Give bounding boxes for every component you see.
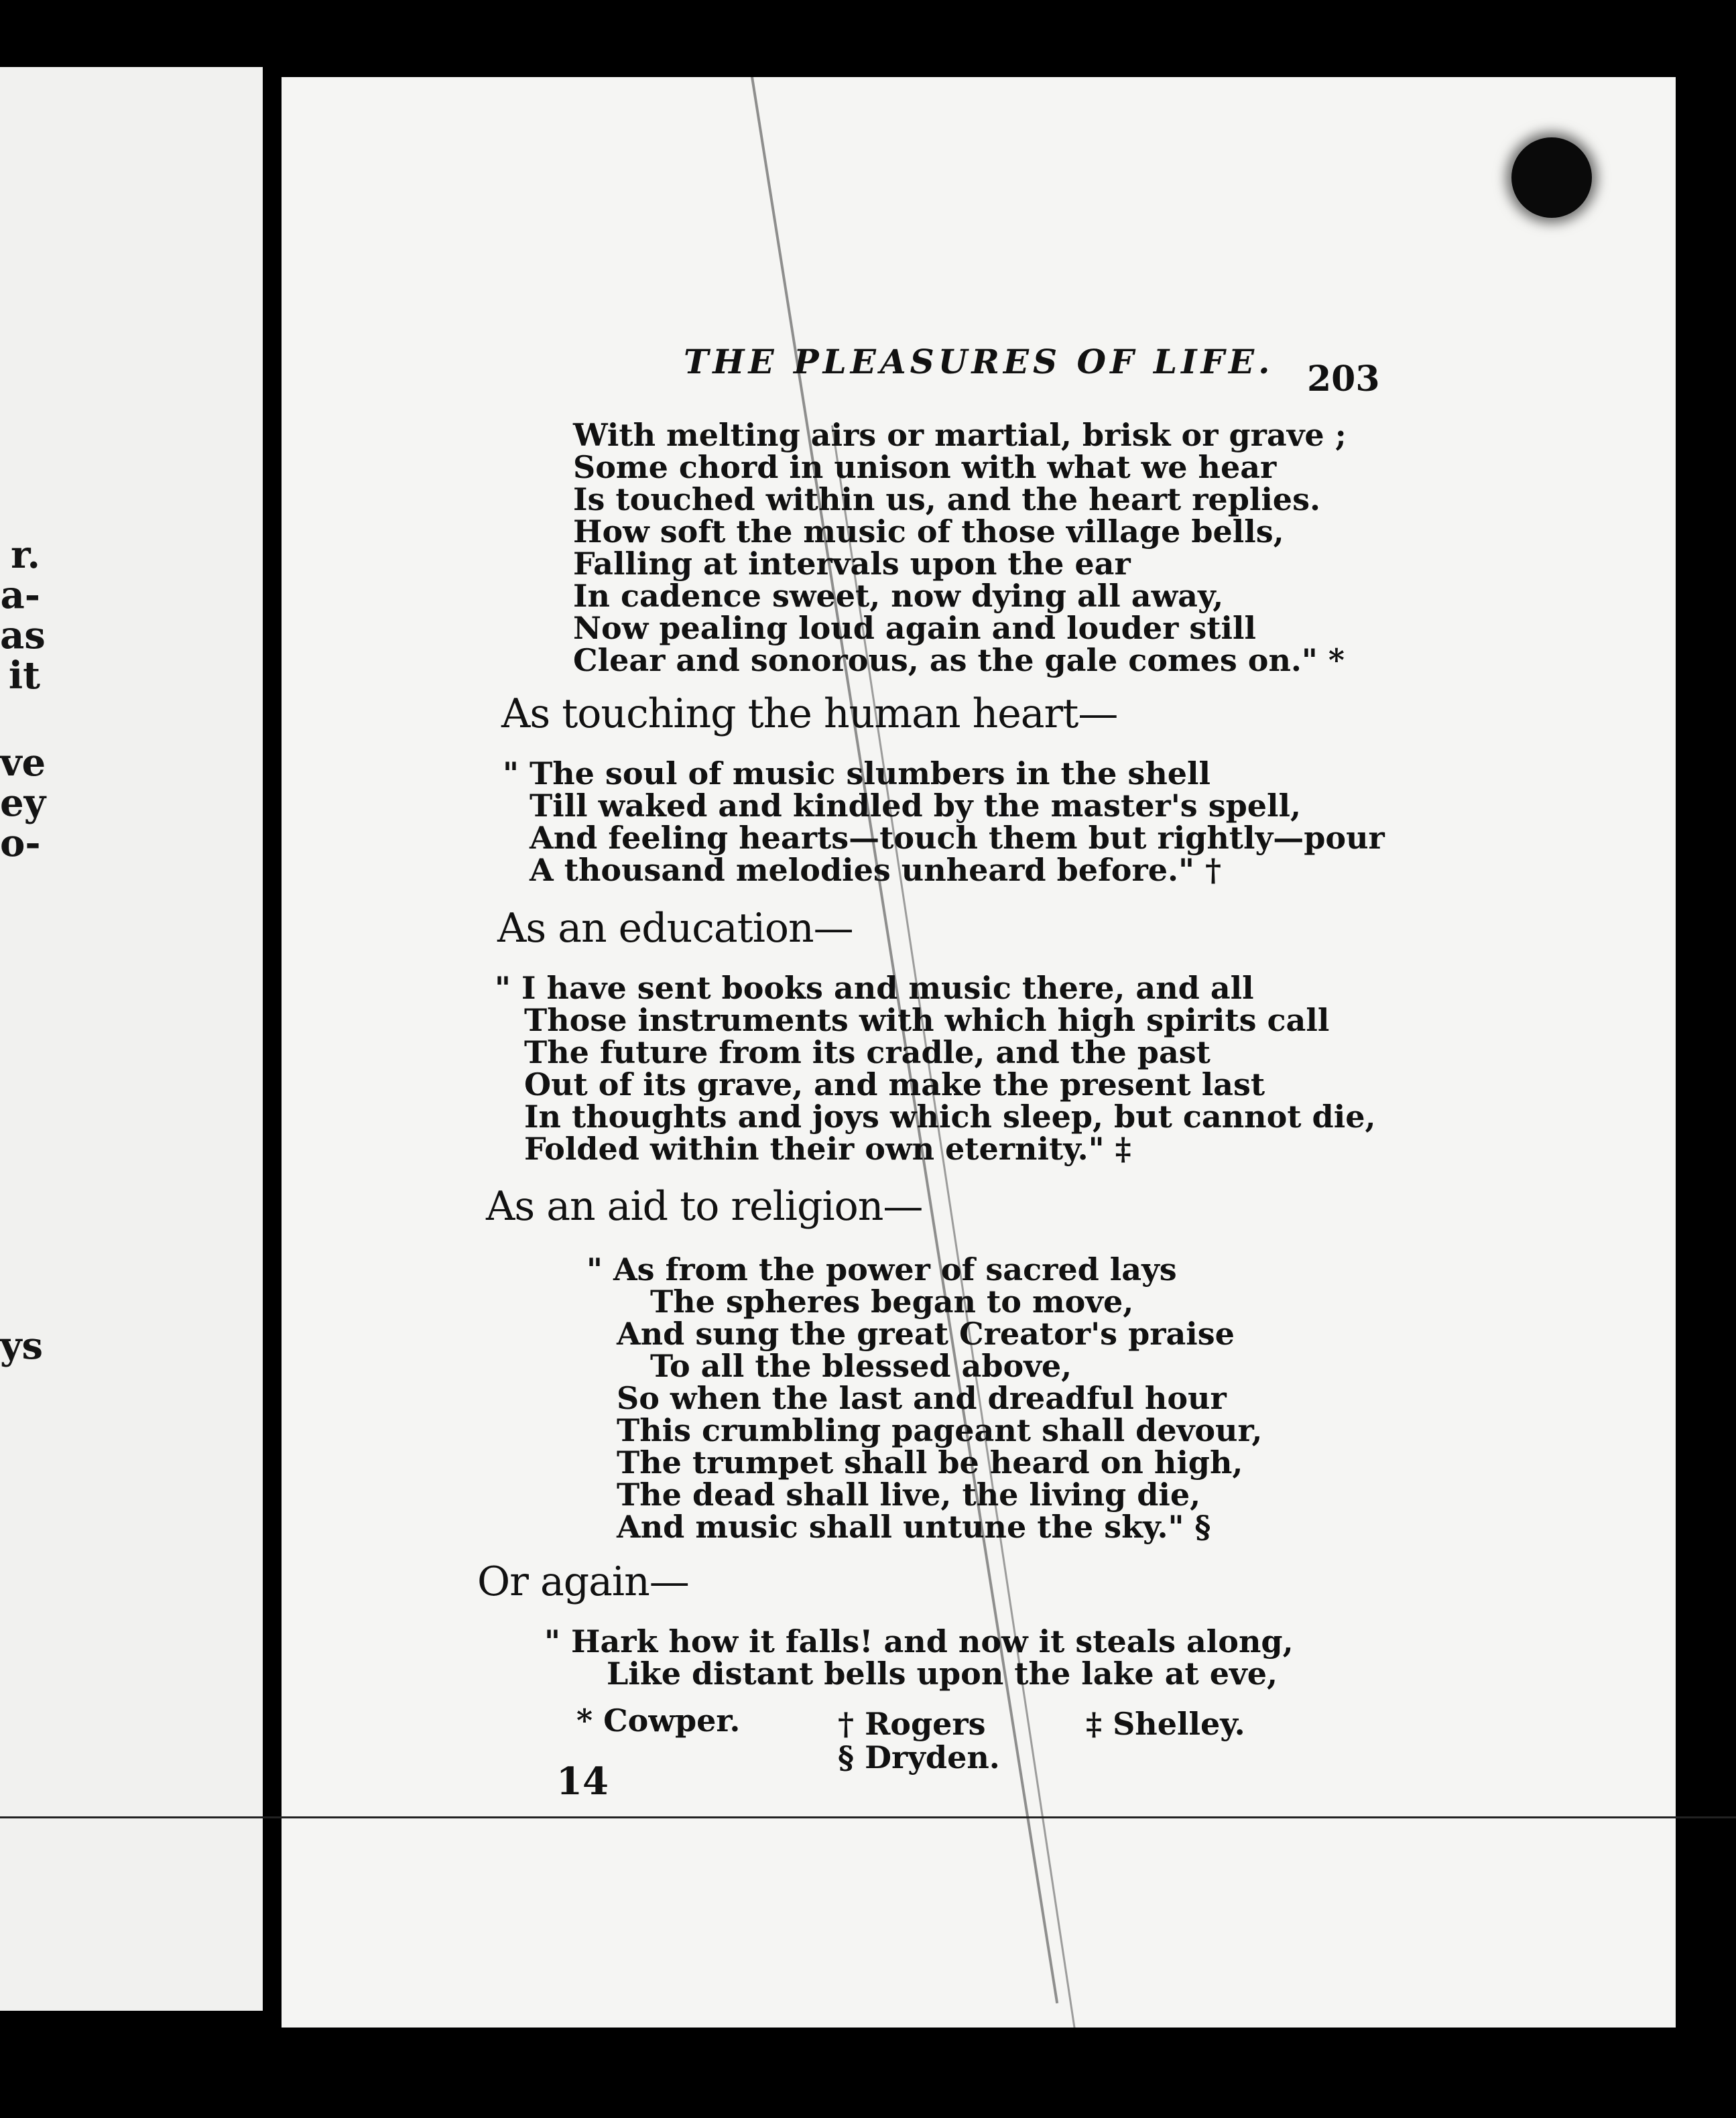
- page-number: 203: [1307, 359, 1380, 399]
- section-heading: As an education—: [497, 905, 853, 952]
- section-heading: As an aid to religion—: [486, 1183, 923, 1230]
- footnote-dryden: § Dryden.: [838, 1739, 1000, 1776]
- verse-line: Is touched within us, and the heart replies.: [573, 481, 1320, 517]
- signature-mark: 14: [556, 1759, 609, 1804]
- verse-line: Folded within their own eternity." ‡: [524, 1131, 1131, 1167]
- verse-line: Now pealing loud again and louder still: [573, 610, 1256, 646]
- verse-line: How soft the music of those village bells,: [573, 513, 1284, 550]
- verse-line: Till waked and kindled by the master's spell,: [530, 788, 1301, 824]
- left-fragment-text: r.: [11, 533, 40, 577]
- left-fragment-text: ve: [0, 741, 46, 785]
- verse-line: Out of its grave, and make the present last: [524, 1066, 1265, 1103]
- footnote-shelley: ‡ Shelley.: [1086, 1706, 1245, 1742]
- verse-line: The trumpet shall be heard on high,: [617, 1444, 1243, 1481]
- verse-line: Those instruments with which high spirits call: [524, 1002, 1330, 1038]
- verse-line: To all the blessed above,: [650, 1348, 1072, 1384]
- verse-line: With melting airs or martial, brisk or grave ;: [573, 417, 1347, 453]
- verse-line: The future from its cradle, and the past: [524, 1034, 1211, 1070]
- verse-line: Like distant bells upon the lake at eve,: [607, 1656, 1278, 1692]
- verse-line: Some chord in unison with what we hear: [573, 449, 1277, 485]
- footnote-cowper: * Cowper.: [576, 1702, 741, 1739]
- scan-divider-line: [0, 1816, 1736, 1818]
- left-fragment-text: o-: [0, 821, 41, 865]
- footnote-rogers: † Rogers: [838, 1706, 986, 1742]
- verse-line: " As from the power of sacred lays: [586, 1251, 1177, 1288]
- verse-line: " The soul of music slumbers in the shell: [503, 755, 1211, 792]
- left-fragment-text: ys: [0, 1324, 44, 1368]
- verse-line: This crumbling pageant shall devour,: [617, 1412, 1263, 1448]
- verse-line: And music shall untune the sky." §: [617, 1509, 1211, 1545]
- section-heading: Or again—: [477, 1558, 689, 1605]
- left-fragment-text: ey: [0, 781, 46, 825]
- verse-line: In cadence sweet, now dying all away,: [573, 578, 1224, 614]
- verse-line: Falling at intervals upon the ear: [573, 546, 1131, 582]
- verse-line: " I have sent books and music there, and all: [495, 970, 1254, 1006]
- verse-line: The dead shall live, the living die,: [617, 1477, 1201, 1513]
- verse-line: " Hark how it falls! and now it steals along,: [544, 1623, 1294, 1660]
- verse-line: In thoughts and joys which sleep, but cannot die,: [524, 1099, 1376, 1135]
- left-page-fragment: [0, 67, 263, 2011]
- running-head: THE PLEASURES OF LIFE.: [684, 342, 1274, 381]
- book-page: [282, 77, 1676, 2028]
- verse-line: Clear and sonorous, as the gale comes on." *: [573, 642, 1345, 678]
- verse-line: And feeling hearts—touch them but rightly—pour: [530, 820, 1385, 856]
- left-fragment-text: it: [8, 653, 40, 698]
- ink-blot-mark: [1511, 137, 1592, 218]
- left-fragment-text: a-: [0, 573, 40, 617]
- verse-line: The spheres began to move,: [650, 1284, 1134, 1320]
- left-fragment-text: as: [0, 613, 46, 658]
- verse-line: So when the last and dreadful hour: [617, 1380, 1227, 1416]
- section-heading: As touching the human heart—: [501, 690, 1118, 737]
- verse-line: A thousand melodies unheard before." †: [530, 852, 1222, 888]
- verse-line: And sung the great Creator's praise: [617, 1316, 1235, 1352]
